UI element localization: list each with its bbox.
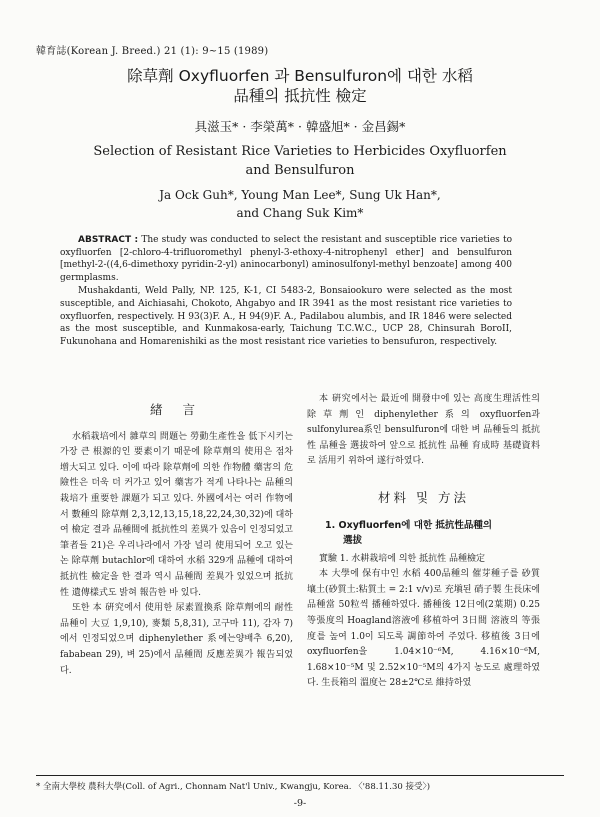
korean-title-line-2: 品種의 抵抗性 檢定: [233, 87, 367, 105]
footnote-divider: [36, 775, 564, 776]
english-title-line-2: and Bensulfuron: [245, 163, 355, 178]
page-number: -9-: [293, 798, 307, 809]
english-title: [60, 142, 540, 180]
subsection-1-title-line-2: 選拔: [343, 534, 363, 546]
methods-heading: 材料 및 方法: [377, 489, 470, 505]
english-title-line-1: Selection of Resistant Rice Varieties to Herbicides Oxyfluorfen: [93, 144, 507, 159]
abstract-text-1: The study was conducted to select the resistant and susceptible rice varieties to oxyfluorfen [2-chloro-4-trifluoromethyl phenyl-3-ethoxy-4-nitrophenyl ether] and bensulfuron [methyl-2-((4,6-dimethoxy pyridin-2-yl) aninocarbonyl) aminosulfonyl-methyl benzoate] among 400 germplasms.: [60, 235, 512, 283]
korean-title-line-1: 除草劑 Oxyfluorfen 과 Bensulfuron에 대한 水稻: [127, 67, 473, 85]
journal-citation: 韓育誌(Korean J. Breed.) 21 (1): 9~15 (1989): [36, 46, 269, 57]
korean-title: [60, 66, 540, 106]
intro-paragraph-1: 水稻栽培에서 雜草의 問題는 勞動生產性을 低下시키는 가장 큰 根源的인 要素이기 때문에 除草劑의 使用은 점차 增大되고 있다. 이에 따라 除草劑에 의한 作物體 藥害의 危險性은 더욱 더 커가고 있어 藥害가 적게 나타나는 品種의 栽培가 重要한 課題가 되고 있다. 外國에서는 여러 作物에서 數種의 除草劑 2,3,12,13,15,18,22,24,30,32)에 대하여 檢定 결과 品種間에 抵抗性의 差異가 있음이 인정되었고 筆者들 21)은 우리나라에서 가장 널리 使用되어 오고 있는 논 除草劑 butachlor에 대하여 水稻 329개 品種에 대하여 抵抗性 檢定을 한 결과 역시 品種間 差異가 있었으며 抵抗性 遺傳樣式도 밝혀 報告한 바 있다.: [60, 431, 293, 598]
left-column: [60, 402, 293, 679]
experiment-1-title: 實驗 1. 水耕栽培에 의한 抵抗性 品種檢定: [319, 553, 485, 564]
abstract-paragraph-2: Mushakdanti, Weld Pally, NP. 125, K-1, CI 5483-2, Bonsaiookuro were selected as the most susceptible, and Aichiasahi, Chokoto, Ahgabyo and IR 3941 as the most resistant rice varieties to oxyfluorfen, respectively. H 93(3)F. A., H 94(9)F. A., Padilabou alumbis, and IR 1846 were selected as the most susceptible, and Kunmakosa-early, Taichung T.C.W.C., UCP 28, Chinsurah BoroII, Fukunohana and Homarenishiki as the most resistant rice varieties to bensufuron, respectively.: [60, 286, 512, 347]
right-column: [307, 392, 540, 692]
abstract-paragraph-1: [60, 234, 512, 284]
english-authors-line-2: and Chang Suk Kim*: [236, 206, 364, 220]
intro-paragraph-2: 또한 本 硏究에서 使用한 尿素置換系 除草劑에의 耐性 品種이 大豆 1,9,10), 麥類 5,8,31), 고구마 11), 감자 7)에서 인정되었으며 diphenylether 系에는양배추 6,20), fababean 29), 벼 25)에서 品種間 反應差異가 報告되었다.: [60, 603, 293, 676]
intro-heading: 緖 言: [150, 402, 203, 417]
intro-paragraph-3: 本 硏究에서는 最近에 開發中에 있는 高度生理活性의 除草劑인 diphenylether系의 oxyfluorfen과 sulfonylurea系인 bensulfuron에 대한 벼 品種들의 抵抗性 品種을 選拔하여 앞으로 抵抗性 品種 育成時 基礎資料로 活用키 위하여 遂行하였다.: [307, 394, 540, 467]
experiment-1-text: 本 大學에 保有中인 水稻 400品種의 催芽種子를 砂質壤土(砂質土:粘質土 = 2:1 v/v)로 充塡된 硝子製 生長床에 品種當 50粒씩 播種하였다. 播種後 12日에(2葉期) 0.25 等張度의 Hoagland溶液에 移植하여 3日間 溶液의 等張度를 높여 1.0이 되도록 調節하여 주었다. 移植後 3日에 oxyfluorfen을 1.04×10⁻⁶M, 4.16×10⁻⁶M, 1.68×10⁻⁵M 및 2.52×10⁻⁵M의 4가지 농도로 處理하였다. 生長箱의 溫度는 28±2℃로 維持하였: [307, 569, 540, 689]
abstract: [60, 234, 512, 349]
english-authors: [60, 186, 540, 222]
abstract-label: ABSTRACT :: [78, 235, 139, 245]
subsection-1-title: [307, 518, 540, 548]
subsection-1-title-line-1: 1. Oxyfluorfen에 대한 抵抗性品種의: [325, 519, 493, 531]
korean-authors: 具滋玉* · 李榮萬* · 韓盛旭* · 金昌錫*: [194, 119, 406, 134]
footnote: * 全南大學校 農科大學(Coll. of Agri., Chonnam Nat'l Univ., Kwangju, Korea. 〈'88.11.30 接受〉): [36, 782, 431, 792]
english-authors-line-1: Ja Ock Guh*, Young Man Lee*, Sung Uk Han*,: [159, 188, 441, 202]
